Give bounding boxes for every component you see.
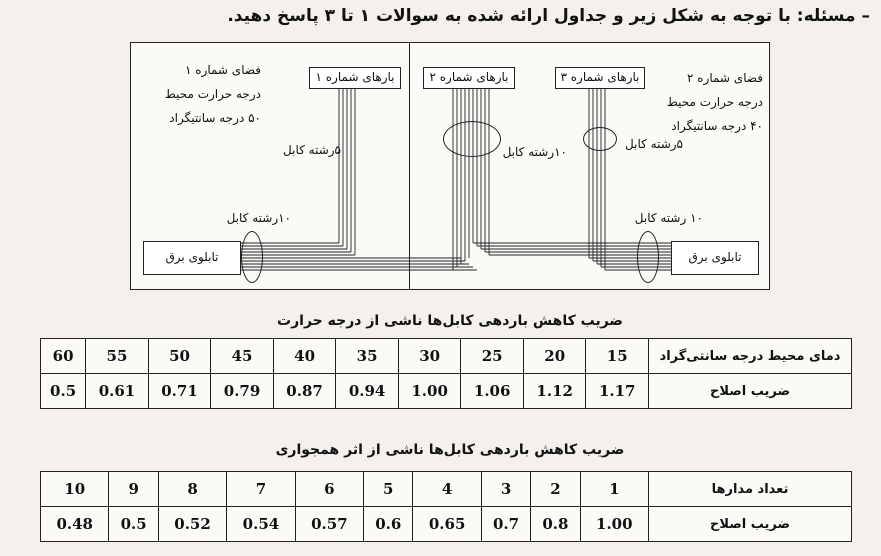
grouping-correction-table [40, 471, 852, 542]
group-table-caption: ضریب کاهش باردهی کابل‌ها ناشی از اثر همجواری [275, 442, 625, 458]
panel-1-box: تابلوی برق [143, 241, 241, 275]
factor-cell: 0.8 [531, 507, 580, 542]
temp-row [41, 339, 852, 374]
problem-heading: – مسئله: با توجه به شکل زیر و جداول ارائه شده به سوالات ۱ تا ۳ پاسخ دهید. [227, 6, 870, 26]
temp-table-caption: ضریب کاهش باردهی کابل‌ها ناشی از درجه حرارت [277, 313, 623, 329]
space1-label-title: فضای شماره ۱ [184, 63, 261, 77]
space2-cable10-top-label: ۱۰رشته کابل [502, 145, 567, 159]
group-factor-row [41, 507, 852, 542]
temp-cell: 50 [148, 339, 211, 374]
temp-correction-table [40, 338, 852, 409]
loads-3-box: بارهای شماره ۳ [555, 67, 645, 89]
space2-label-temp: درجه حرارت محیط [666, 95, 763, 109]
factor-cell: 0.54 [227, 507, 295, 542]
circuits-cell: 2 [531, 472, 580, 507]
temp-cell: 20 [523, 339, 586, 374]
factor-cell: 0.87 [273, 374, 336, 409]
temp-cell: 40 [273, 339, 336, 374]
loads-2-box: بارهای شماره ۲ [423, 67, 515, 89]
factor-cell: 0.79 [211, 374, 274, 409]
loads-1-box: بارهای شماره ۱ [309, 67, 401, 89]
factor-cell: 0.65 [413, 507, 481, 542]
temp-cell: 55 [86, 339, 149, 374]
circuits-cell: 8 [158, 472, 226, 507]
factor-cell: 0.5 [41, 374, 86, 409]
temp-cell: 35 [336, 339, 399, 374]
space1-label-value: ۵۰ درجه سانتیگراد [169, 111, 261, 125]
factor-cell: 0.5 [109, 507, 158, 542]
temp-row-header: دمای محیط درجه سانتی‌گراد [649, 339, 852, 374]
temp-cell: 25 [461, 339, 524, 374]
bundle-ellipse-4 [637, 231, 659, 283]
factor-cell: 0.48 [41, 507, 109, 542]
factor-cell: 1.00 [398, 374, 461, 409]
bundle-ellipse-1 [241, 231, 263, 283]
factor-cell: 0.6 [364, 507, 413, 542]
space2-cable10-label: ۱۰ رشته کابل [634, 211, 703, 225]
space2-cable5-label: ۵رشته کابل [625, 137, 683, 151]
circuits-cell: 1 [580, 472, 648, 507]
factor-cell: 1.00 [580, 507, 648, 542]
cable-layout-diagram [130, 42, 770, 290]
circuits-cell: 4 [413, 472, 481, 507]
factor-cell: 0.71 [148, 374, 211, 409]
circuits-cell: 3 [481, 472, 530, 507]
circuits-row-header: تعداد مدارها [649, 472, 852, 507]
space2-label-title: فضای شماره ۲ [686, 71, 763, 85]
circuits-cell: 9 [109, 472, 158, 507]
circuits-cell: 7 [227, 472, 295, 507]
factor-cell: 1.12 [523, 374, 586, 409]
factor-cell: 0.94 [336, 374, 399, 409]
space1-label-temp: درجه حرارت محیط [164, 87, 261, 101]
factor-cell: 0.61 [86, 374, 149, 409]
temp-cell: 15 [586, 339, 649, 374]
factor-cell: 1.17 [586, 374, 649, 409]
temp-cell: 30 [398, 339, 461, 374]
temp-factor-header: ضریب اصلاح [649, 374, 852, 409]
temp-cell: 60 [41, 339, 86, 374]
circuits-cell: 5 [364, 472, 413, 507]
circuits-row [41, 472, 852, 507]
factor-cell: 0.52 [158, 507, 226, 542]
factor-cell: 0.7 [481, 507, 530, 542]
panel-2-box: تابلوی برق [671, 241, 759, 275]
temp-factor-row [41, 374, 852, 409]
circuits-cell: 6 [295, 472, 363, 507]
factor-cell: 1.06 [461, 374, 524, 409]
temp-cell: 45 [211, 339, 274, 374]
factor-cell: 0.57 [295, 507, 363, 542]
space2-label-value: ۴۰ درجه سانتیگراد [671, 119, 763, 133]
circuits-cell: 10 [41, 472, 109, 507]
space1-cable10-label: ۱۰رشته کابل [226, 211, 291, 225]
space1-cable5-label: ۵رشته کابل [283, 143, 341, 157]
group-factor-header: ضریب اصلاح [649, 507, 852, 542]
